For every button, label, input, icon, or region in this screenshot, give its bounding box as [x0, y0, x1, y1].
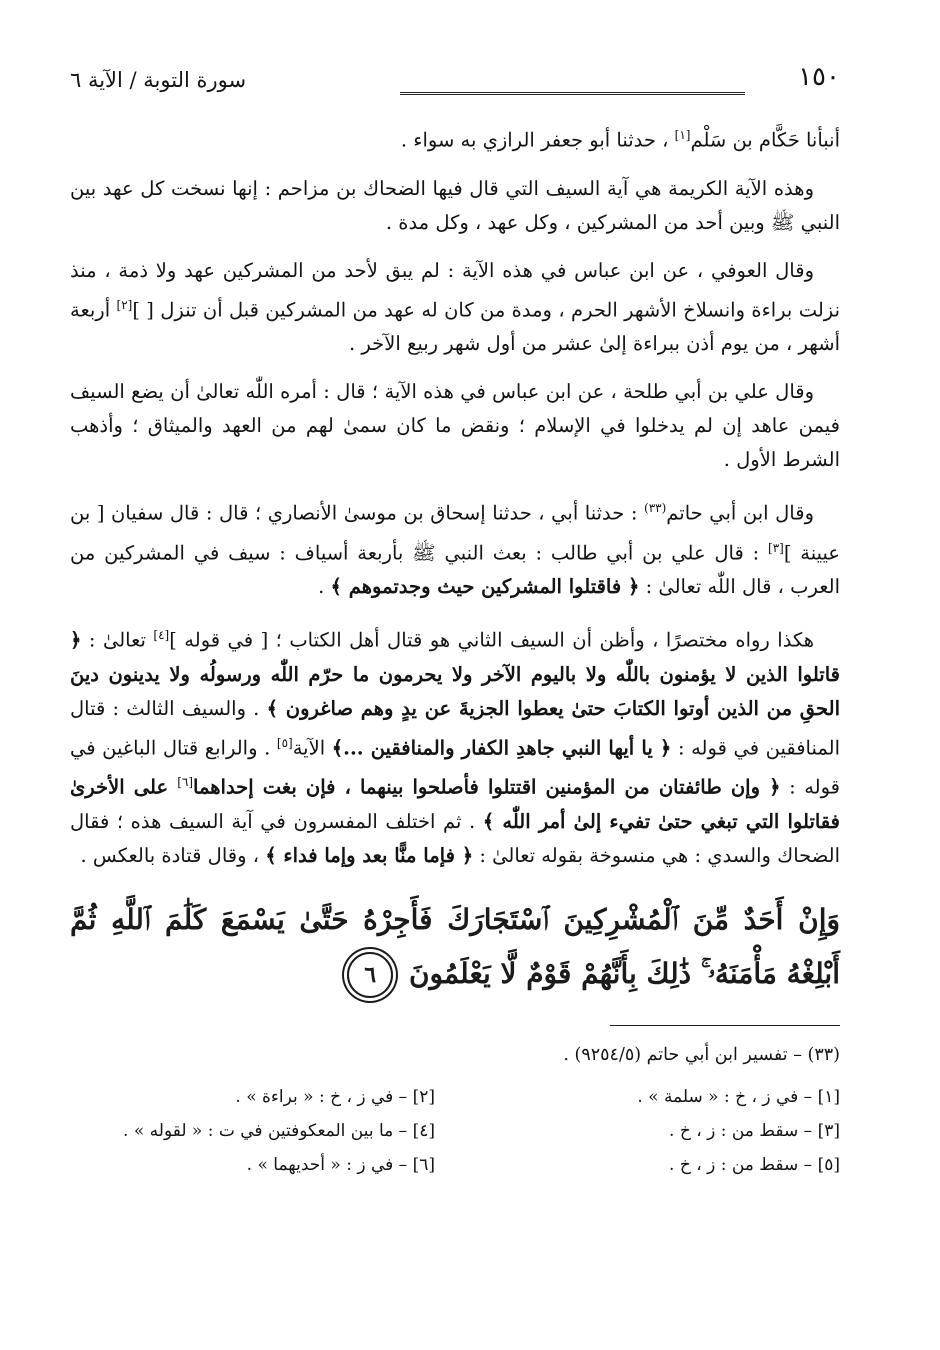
page-body [70, 118, 840, 1180]
text: . [318, 575, 331, 598]
quran-quote: ﴿ يا أيها النبي جاهدِ الكفار والمنافقين ...﴾ [331, 736, 672, 759]
text: ، وقال قتادة بالعكس . [80, 843, 266, 867]
paragraph-1 [70, 118, 840, 158]
paragraph-4: وقال علي بن أبي طلحة ، عن ابن عباس في هذه الآية ؛ قال : أمره اللّٰه تعالىٰ أن يضع السيف فيمن عاهد إن لم يدخلوا في الإسلام ؛ ونقض ما كان سمىٰ لهم من العهد والميثاق ؛ وأذهب الشرط الأول . [70, 380, 840, 471]
footnote-item: [٤] – ما بين المعكوفتين في ت : « لقوله » . [123, 1120, 435, 1141]
text: . ثم اختلف المفسرون في آية السيف هذه ؛ فقال الضحاك والسدي : هي منسوخة بقوله تعالىٰ : [70, 809, 840, 867]
text: وقال العوفي ، عن ابن عباس في هذه الآية : لم يبق لأحد من المشركين عهد ولا ذمة ، منذ نزلت براءة وانسلاخ الأشهر الحرم ، ومدة من كان له عهد من المشركين قبل أن تنزل [ ] [70, 258, 840, 321]
text: : حدثنا أبي ، حدثنا إسحاق بن موسىٰ الأنصاري ؛ قال : قال سفيان [ بن عيينة ] [70, 501, 840, 564]
quran-quote: ﴿ قاتلوا الذين لا يؤمنون باللّٰه ولا باليوم الآخر ولا يحرمون ما حرّم اللّٰه ورسولُه ولا يدينون دينَ الحقِ من الذين أوتوا الكتابَ حتىٰ يعطوا الجزيةَ عن يدٍ وهم صاغرون ﴾ [70, 628, 841, 720]
footnote-rule [610, 1025, 840, 1026]
text: تعالىٰ : [81, 628, 154, 652]
paragraph-5 [70, 491, 840, 604]
footnote-marker: [٦] [177, 775, 194, 789]
page-number: ١٥٠ [798, 62, 840, 92]
quran-verse [70, 893, 840, 1001]
surah-reference: سورة التوبة / الآية ٦ [70, 68, 247, 92]
footnote-marker: [١] [674, 128, 691, 142]
footnote-item: [١] – في ز ، خ : « سلمة » . [637, 1086, 840, 1107]
footnote-marker: [٣] [768, 540, 784, 555]
page-header [70, 60, 840, 108]
text: وقال ابن أبي حاتم [666, 501, 814, 525]
text: : قال علي بن أبي طالب : بعث النبي ﷺ بأربعة أسياف : سيف في المشركين من العرب ، قال اللّٰه تعالىٰ : [70, 541, 840, 598]
text: هكذا رواه مختصرًا ، وأظن أن السيف الثاني هو قتال أهل الكتاب ؛ [ في قوله ] [169, 628, 814, 652]
footnote-marker: [٢] [116, 297, 133, 312]
paragraph-2: وهذه الآية الكريمة هي آية السيف التي قال فيها الضحاك بن مزاحم : إنها نسخت كل عهد بين النبي ﷺ وبين أحد من المشركين ، وكل عهد ، وكل مدة . [70, 176, 840, 234]
text: أنبأنا حَكَّام بن سَلْم [690, 128, 840, 152]
footnote-item: [٣] – سقط من : ز ، خ . [669, 1120, 840, 1141]
paragraph-6 [70, 618, 840, 873]
footnote-main: (٣٣) – تفسير ابن أبي حاتم (٩٢٥٤/٥) . [563, 1044, 840, 1065]
text: ، حدثنا أبو جعفر الرازي به سواء . [400, 128, 675, 152]
quran-quote: على الأخرىٰ فقاتلوا التي تبغي حتىٰ تفيء إلىٰ أمر اللّٰه ﴾ [70, 775, 840, 833]
quran-quote: ﴿ فإما منًّا بعد وإما فداء ﴾ [265, 843, 474, 867]
paragraph-3 [70, 254, 840, 362]
footnote-marker: (٣٣) [644, 501, 667, 515]
footnote-marker: [٥] [276, 735, 293, 750]
footnote-marker: [٤] [153, 628, 170, 642]
ayah-number-icon: ٦ [347, 952, 393, 998]
verse-text: وَإِنْ أَحَدٌ مِّنَ ٱلْمُشْرِكِينَ ٱسْتَجَارَكَ فَأَجِرْهُ حَتَّىٰ يَسْمَعَ كَلَٰمَ ٱللَّهِ ثُمَّ أَبْلِغْهُ مَأْمَنَهُۥ ۚ ذَٰلِكَ بِأَنَّهُمْ قَوْمٌ لَّا يَعْلَمُونَ [70, 902, 840, 990]
footnote-list [70, 1082, 840, 1180]
book-page [70, 60, 840, 1320]
footnote-item: [٢] – في ز ، خ : « براءة » . [235, 1086, 435, 1107]
text: . والرابع قتال الباغين في قوله : [70, 736, 840, 799]
footnote-item: [٥] – سقط من : ز ، خ . [669, 1154, 840, 1175]
text: . والسيف الثالث : قتال المنافقين في قوله : [70, 696, 841, 759]
quran-quote: ﴿ فاقتلوا المشركين حيث وجدتموهم ﴾ [330, 575, 640, 598]
header-rule [400, 92, 745, 95]
text: الآية [292, 736, 332, 759]
text: أربعة أشهر ، من يوم أذن ببراءة إلىٰ عشر من أول شهر ربيع الآخر . [70, 298, 840, 355]
footnote-item: [٦] – في ز : « أحديهما » . [246, 1154, 435, 1175]
quran-quote: ﴿ وإن طائفتان من المؤمنين اقتتلوا فأصلحوا بينهما ، فإن بغت إحداهما [193, 775, 781, 799]
